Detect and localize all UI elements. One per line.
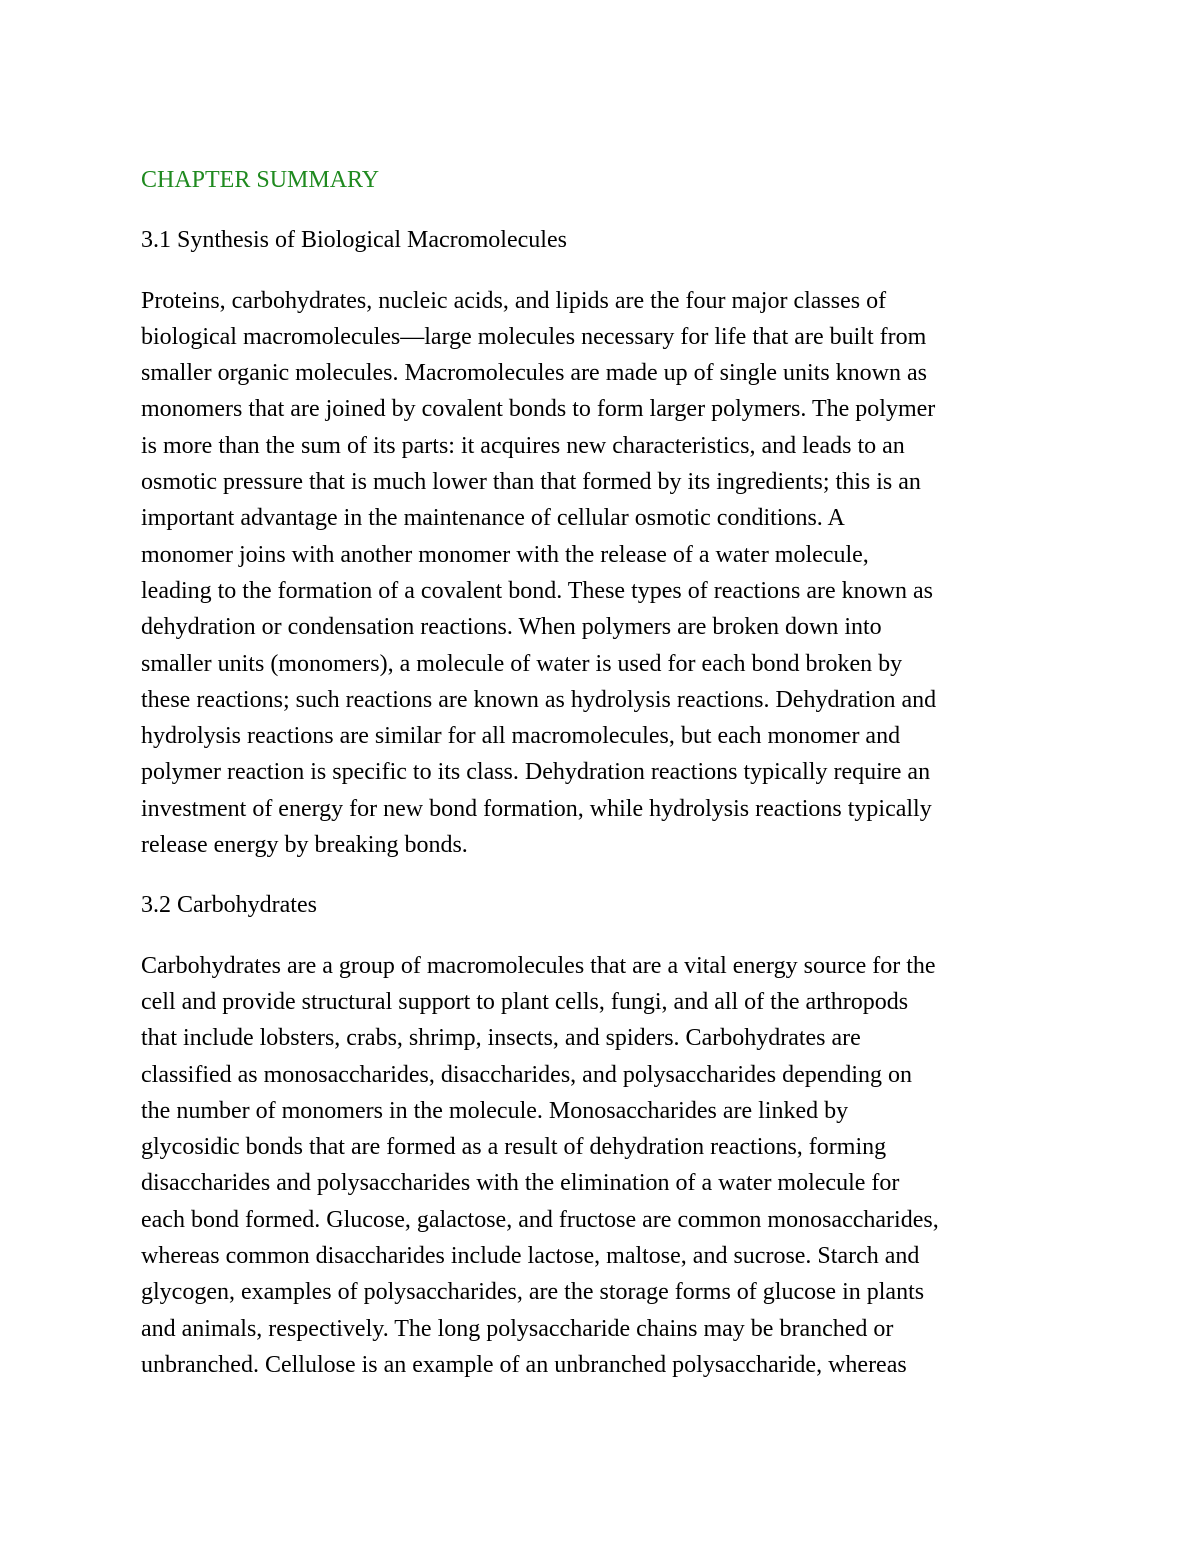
text-line: monomers that are joined by covalent bonds to form larger polymers. The polymer — [141, 396, 936, 423]
text-line: release energy by breaking bonds. — [141, 832, 468, 859]
text-line: important advantage in the maintenance of cellular osmotic conditions. A — [141, 505, 845, 532]
text-line: dehydration or condensation reactions. When polymers are broken down into — [141, 614, 882, 641]
text-line: disaccharides and polysaccharides with the elimination of a water molecule for — [141, 1170, 900, 1197]
text-line: smaller units (monomers), a molecule of water is used for each bond broken by — [141, 650, 903, 677]
text-line: the number of monomers in the molecule. Monosaccharides are linked by — [141, 1097, 849, 1124]
text-line: hydrolysis reactions are similar for all macromolecules, but each monomer and — [141, 723, 901, 750]
text-line: polymer reaction is specific to its class. Dehydration reactions typically require an — [141, 759, 931, 786]
text-line: osmotic pressure that is much lower than that formed by its ingredients; this is an — [141, 469, 921, 496]
text-line: each bond formed. Glucose, galactose, and fructose are common monosaccharides, — [141, 1206, 939, 1233]
text-line: whereas common disaccharides include lactose, maltose, and sucrose. Starch and — [141, 1243, 920, 1270]
text-line: is more than the sum of its parts: it acquires new characteristics, and leads to an — [141, 432, 905, 459]
text-line: and animals, respectively. The long polysaccharide chains may be branched or — [141, 1315, 894, 1342]
text-line: cell and provide structural support to plant cells, fungi, and all of the arthropods — [141, 988, 909, 1015]
section-paragraph — [141, 948, 1061, 1384]
text-line: classified as monosaccharides, disaccharides, and polysaccharides depending on — [141, 1061, 913, 1088]
document-content — [141, 162, 1061, 1407]
text-line: these reactions; such reactions are known as hydrolysis reactions. Dehydration and — [141, 686, 937, 713]
text-line: investment of energy for new bond formation, while hydrolysis reactions typically — [141, 795, 932, 822]
section-carbohydrates — [141, 887, 1061, 1383]
section-synthesis — [141, 222, 1061, 863]
text-line: biological macromolecules—large molecules necessary for life that are built from — [141, 323, 927, 350]
text-line: leading to the formation of a covalent bond. These types of reactions are known as — [141, 577, 933, 604]
text-line: glycogen, examples of polysaccharides, are the storage forms of glucose in plants — [141, 1279, 925, 1306]
section-heading: 3.1 Synthesis of Biological Macromolecules — [141, 227, 567, 254]
text-line: Carbohydrates are a group of macromolecules that are a vital energy source for the — [141, 952, 936, 979]
text-line: monomer joins with another monomer with the release of a water molecule, — [141, 541, 869, 568]
text-line: Proteins, carbohydrates, nucleic acids, and lipids are the four major classes of — [141, 287, 887, 314]
text-line: smaller organic molecules. Macromolecules are made up of single units known as — [141, 360, 927, 387]
text-line: that include lobsters, crabs, shrimp, insects, and spiders. Carbohydrates are — [141, 1025, 861, 1052]
section-paragraph — [141, 283, 1061, 864]
section-heading: 3.2 Carbohydrates — [141, 892, 317, 919]
text-line: glycosidic bonds that are formed as a result of dehydration reactions, forming — [141, 1134, 887, 1161]
chapter-title: CHAPTER SUMMARY — [141, 167, 380, 193]
text-line: unbranched. Cellulose is an example of an unbranched polysaccharide, whereas — [141, 1351, 907, 1378]
